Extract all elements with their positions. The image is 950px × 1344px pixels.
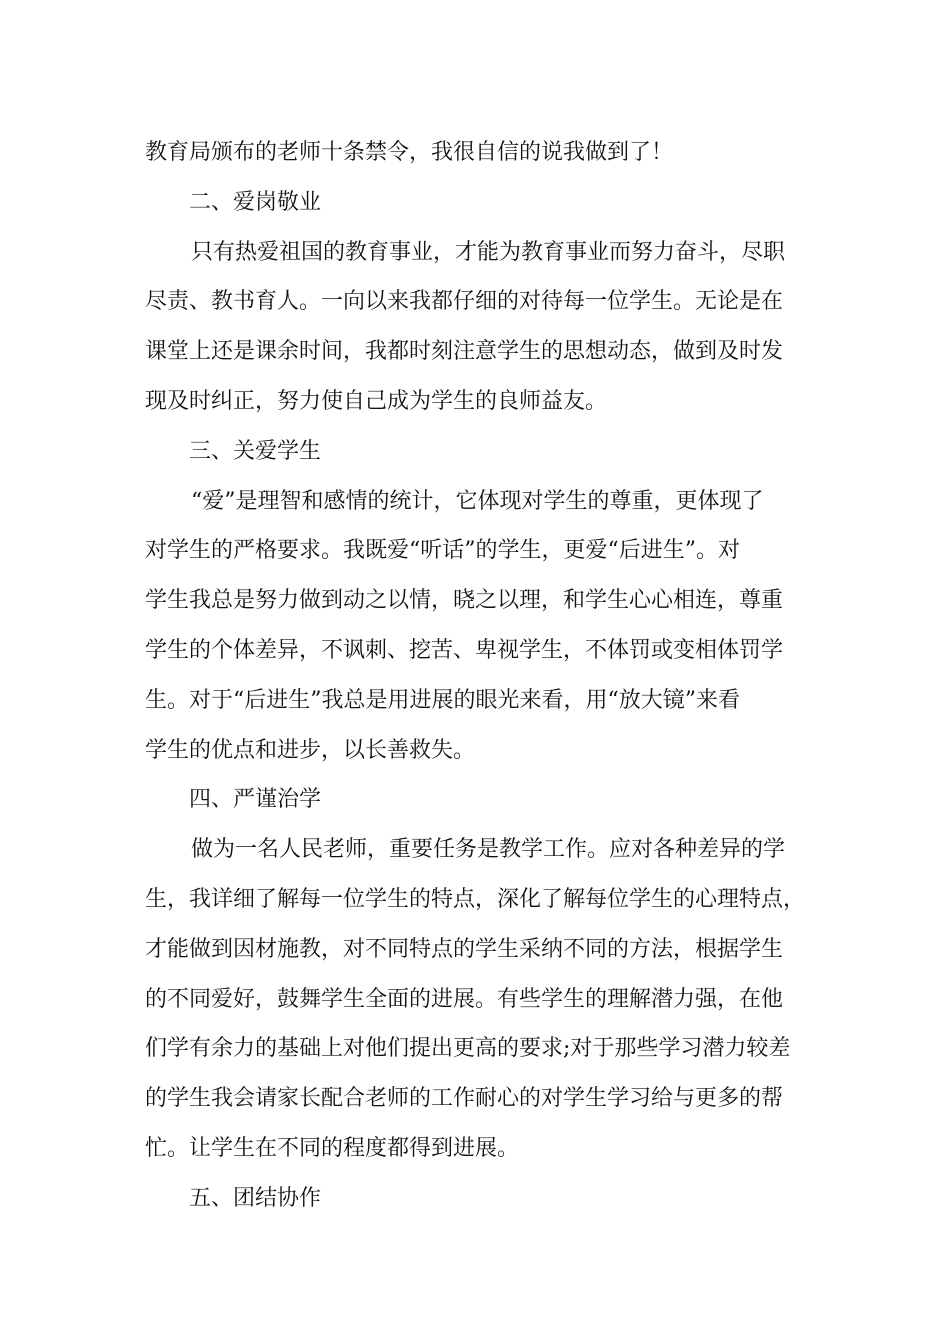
text-line: 课堂上还是课余时间，我都时刻注意学生的思想动态，做到及时发 <box>145 339 784 365</box>
section-heading-aigangjingye: 二、爱岗敬业 <box>189 189 322 215</box>
text-line: 才能做到因材施教，对不同特点的学生采纳不同的方法，根据学生 <box>145 936 784 962</box>
text-line: 只有热爱祖国的教育事业，才能为教育事业而努力奋斗，尽职 <box>191 239 786 265</box>
text-line: 学生的个体差异，不讽刺、挖苦、卑视学生，不体罚或变相体罚学 <box>145 637 784 663</box>
text-line: 们学有余力的基础上对他们提出更高的要求;对于那些学习潜力较差 <box>145 1036 791 1062</box>
text-line: 学生我总是努力做到动之以情，晓之以理，和学生心心相连，尊重 <box>145 588 784 614</box>
section-heading-yanjinzhixue: 四、严谨治学 <box>189 787 322 813</box>
text-line: 生，我详细了解每一位学生的特点，深化了解每位学生的心理特点， <box>145 886 806 912</box>
document-body <box>145 128 825 1224</box>
text-line: 做为一名人民老师，重要任务是教学工作。应对各种差异的学 <box>191 837 786 863</box>
text-line: 忙。让学生在不同的程度都得到进展。 <box>145 1135 520 1161</box>
text-line: 的不同爱好，鼓舞学生全面的进展。有些学生的理解潜力强，在他 <box>145 986 784 1012</box>
text-line: 对学生的严格要求。我既爱“听话”的学生，更爱“后进生”。对 <box>145 538 740 564</box>
section-heading-tuanjiexiezuo: 五、团结协作 <box>189 1185 322 1211</box>
text-line: “爱”是理智和感情的统计，它体现对学生的尊重，更体现了 <box>191 488 764 514</box>
text-line: 教育局颁布的老师十条禁令，我很自信的说我做到了！ <box>145 140 674 165</box>
text-line: 尽责、教书育人。一向以来我都仔细的对待每一位学生。无论是在 <box>145 289 784 315</box>
text-line: 的学生我会请家长配合老师的工作耐心的对学生学习给与更多的帮 <box>145 1086 784 1112</box>
text-line: 生。对于“后进生”我总是用进展的眼光来看，用“放大镜”来看 <box>145 687 740 713</box>
text-line: 现及时纠正，努力使自己成为学生的良师益友。 <box>145 388 608 414</box>
text-line: 学生的优点和进步，以长善救失。 <box>145 737 476 763</box>
section-heading-guanaixuesheng: 三、关爱学生 <box>189 438 322 464</box>
